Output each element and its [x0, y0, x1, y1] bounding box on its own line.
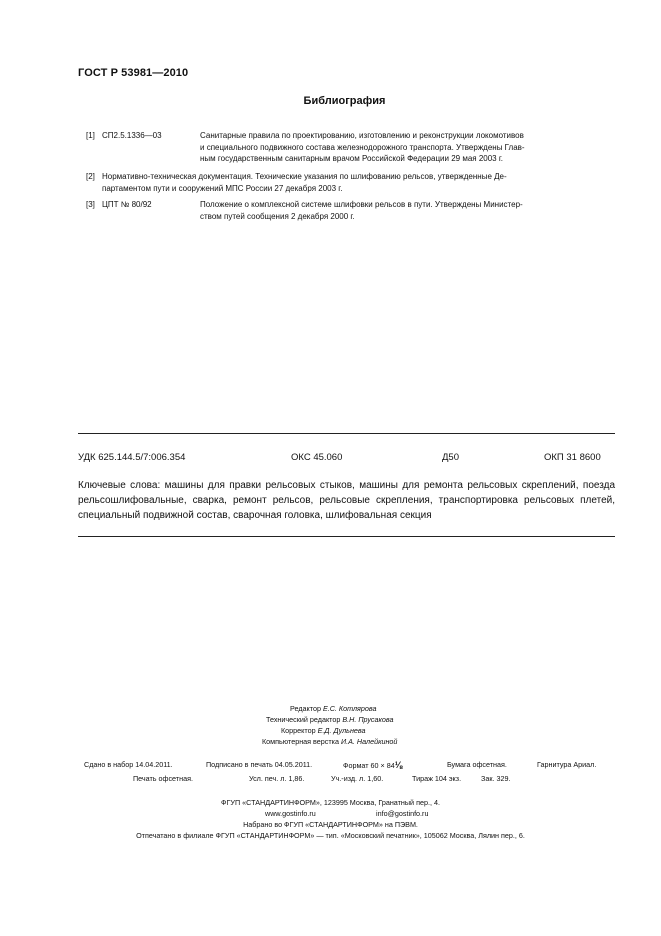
paper: Бумага офсетная.: [447, 760, 507, 769]
sent-to-set: Сдано в набор 14.04.2011.: [84, 760, 173, 769]
entry-line: и специального подвижного состава железнодорожного транспорта. Утверждены Глав-: [200, 142, 525, 152]
editor-name: Е.С. Котлярова: [322, 704, 377, 713]
corrector-label: Корректор: [281, 726, 316, 735]
tirazh: Тираж 104 экз.: [412, 774, 462, 783]
layout-label: Компьютерная верстка: [262, 737, 339, 746]
entry-line: партаментом пути и сооружений МПС России 27 декабря 2003 г.: [102, 183, 343, 193]
entry-number: [2]: [86, 172, 95, 181]
typeface: Гарнитура Ариал.: [537, 760, 597, 769]
bibliography-title: Библиография: [303, 95, 386, 107]
publisher-website: www.gostinfo.ru: [265, 809, 316, 818]
imprint-layout: [262, 737, 397, 746]
publisher-address: ФГУП «СТАНДАРТИНФОРМ», 123995 Москва, Гранатный пер., 4.: [221, 798, 440, 807]
entry-number: [3]: [86, 200, 95, 209]
bibliography-list: [0, 0, 661, 240]
publisher-email: info@gostinfo.ru: [376, 809, 429, 818]
udk-code: УДК 625.144.5/7:006.354: [78, 452, 186, 463]
entry-line: ным государственным санитарным врачом Российской Федерации 29 мая 2003 г.: [200, 154, 503, 163]
tech-editor-name: В.Н. Прусакова: [342, 715, 394, 724]
signed-to-print: Подписано в печать 04.05.2011.: [206, 760, 313, 769]
imprint-corrector: [281, 726, 366, 735]
entry-code: СП2.5.1336—03: [102, 131, 162, 140]
entry-line: Санитарные правила по проектированию, изготовлению и реконструкции локомотивов: [200, 131, 524, 140]
editor-label: Редактор: [290, 704, 321, 713]
divider-top: [78, 433, 615, 434]
usl-pech-l: Усл. печ. л. 1,86.: [249, 774, 305, 783]
tech-editor-label: Технический редактор: [266, 715, 341, 724]
document-code: ГОСТ Р 53981—2010: [78, 67, 189, 79]
format: [343, 760, 402, 770]
order-number: Зак. 329.: [481, 774, 511, 783]
format-label: Формат 60 × 84: [343, 761, 395, 770]
typeset-note: Набрано во ФГУП «СТАНДАРТИНФОРМ» на ПЭВМ.: [243, 820, 418, 829]
entry-number: [1]: [86, 131, 95, 140]
divider-bottom: [78, 536, 615, 537]
imprint-editor: [290, 704, 376, 713]
uch-izd-l: Уч.-изд. л. 1,60.: [331, 774, 384, 783]
entry-line: Нормативно-техническая документация. Технические указания по шлифованию рельсов, утвержденные Де-: [102, 172, 507, 181]
imprint-tech-editor: [266, 715, 393, 724]
entry-line: Положение о комплексной системе шлифовки рельсов в пути. Утверждены Министер-: [200, 200, 523, 209]
printed-note: Отпечатано в филиале ФГУП «СТАНДАРТИНФОРМ» — тип. «Московский печатник», 105062 Москва, Лялин пер., 6.: [136, 831, 525, 840]
layout-name: И.А. Налейкиной: [340, 737, 398, 746]
print-method: Печать офсетная.: [133, 774, 193, 783]
entry-code: ЦПТ № 80/92: [102, 200, 152, 209]
keywords-text: машины для правки рельсовых стыков, машины для ремонта рельсовых скреплений, поезда рельсошлифовальные, сварка, ремонт рельсов, рельсовые скрепления, транспортировка рельсовых плетей, специальный подвижной состав, сварочная головка, шлифовальная секция: [78, 480, 616, 521]
entry-line: ством путей сообщения 2 декабря 2000 г.: [200, 211, 355, 221]
keywords-label: Ключевые слова:: [78, 480, 161, 491]
keywords-block: [78, 478, 615, 523]
okp-code: ОКП 31 8600: [544, 452, 601, 463]
oks-code: ОКС 45.060: [291, 452, 343, 463]
d-code: Д50: [442, 452, 460, 463]
corrector-name: Е.Д. Дульнева: [317, 726, 366, 735]
format-fraction: ⅛: [394, 760, 403, 770]
